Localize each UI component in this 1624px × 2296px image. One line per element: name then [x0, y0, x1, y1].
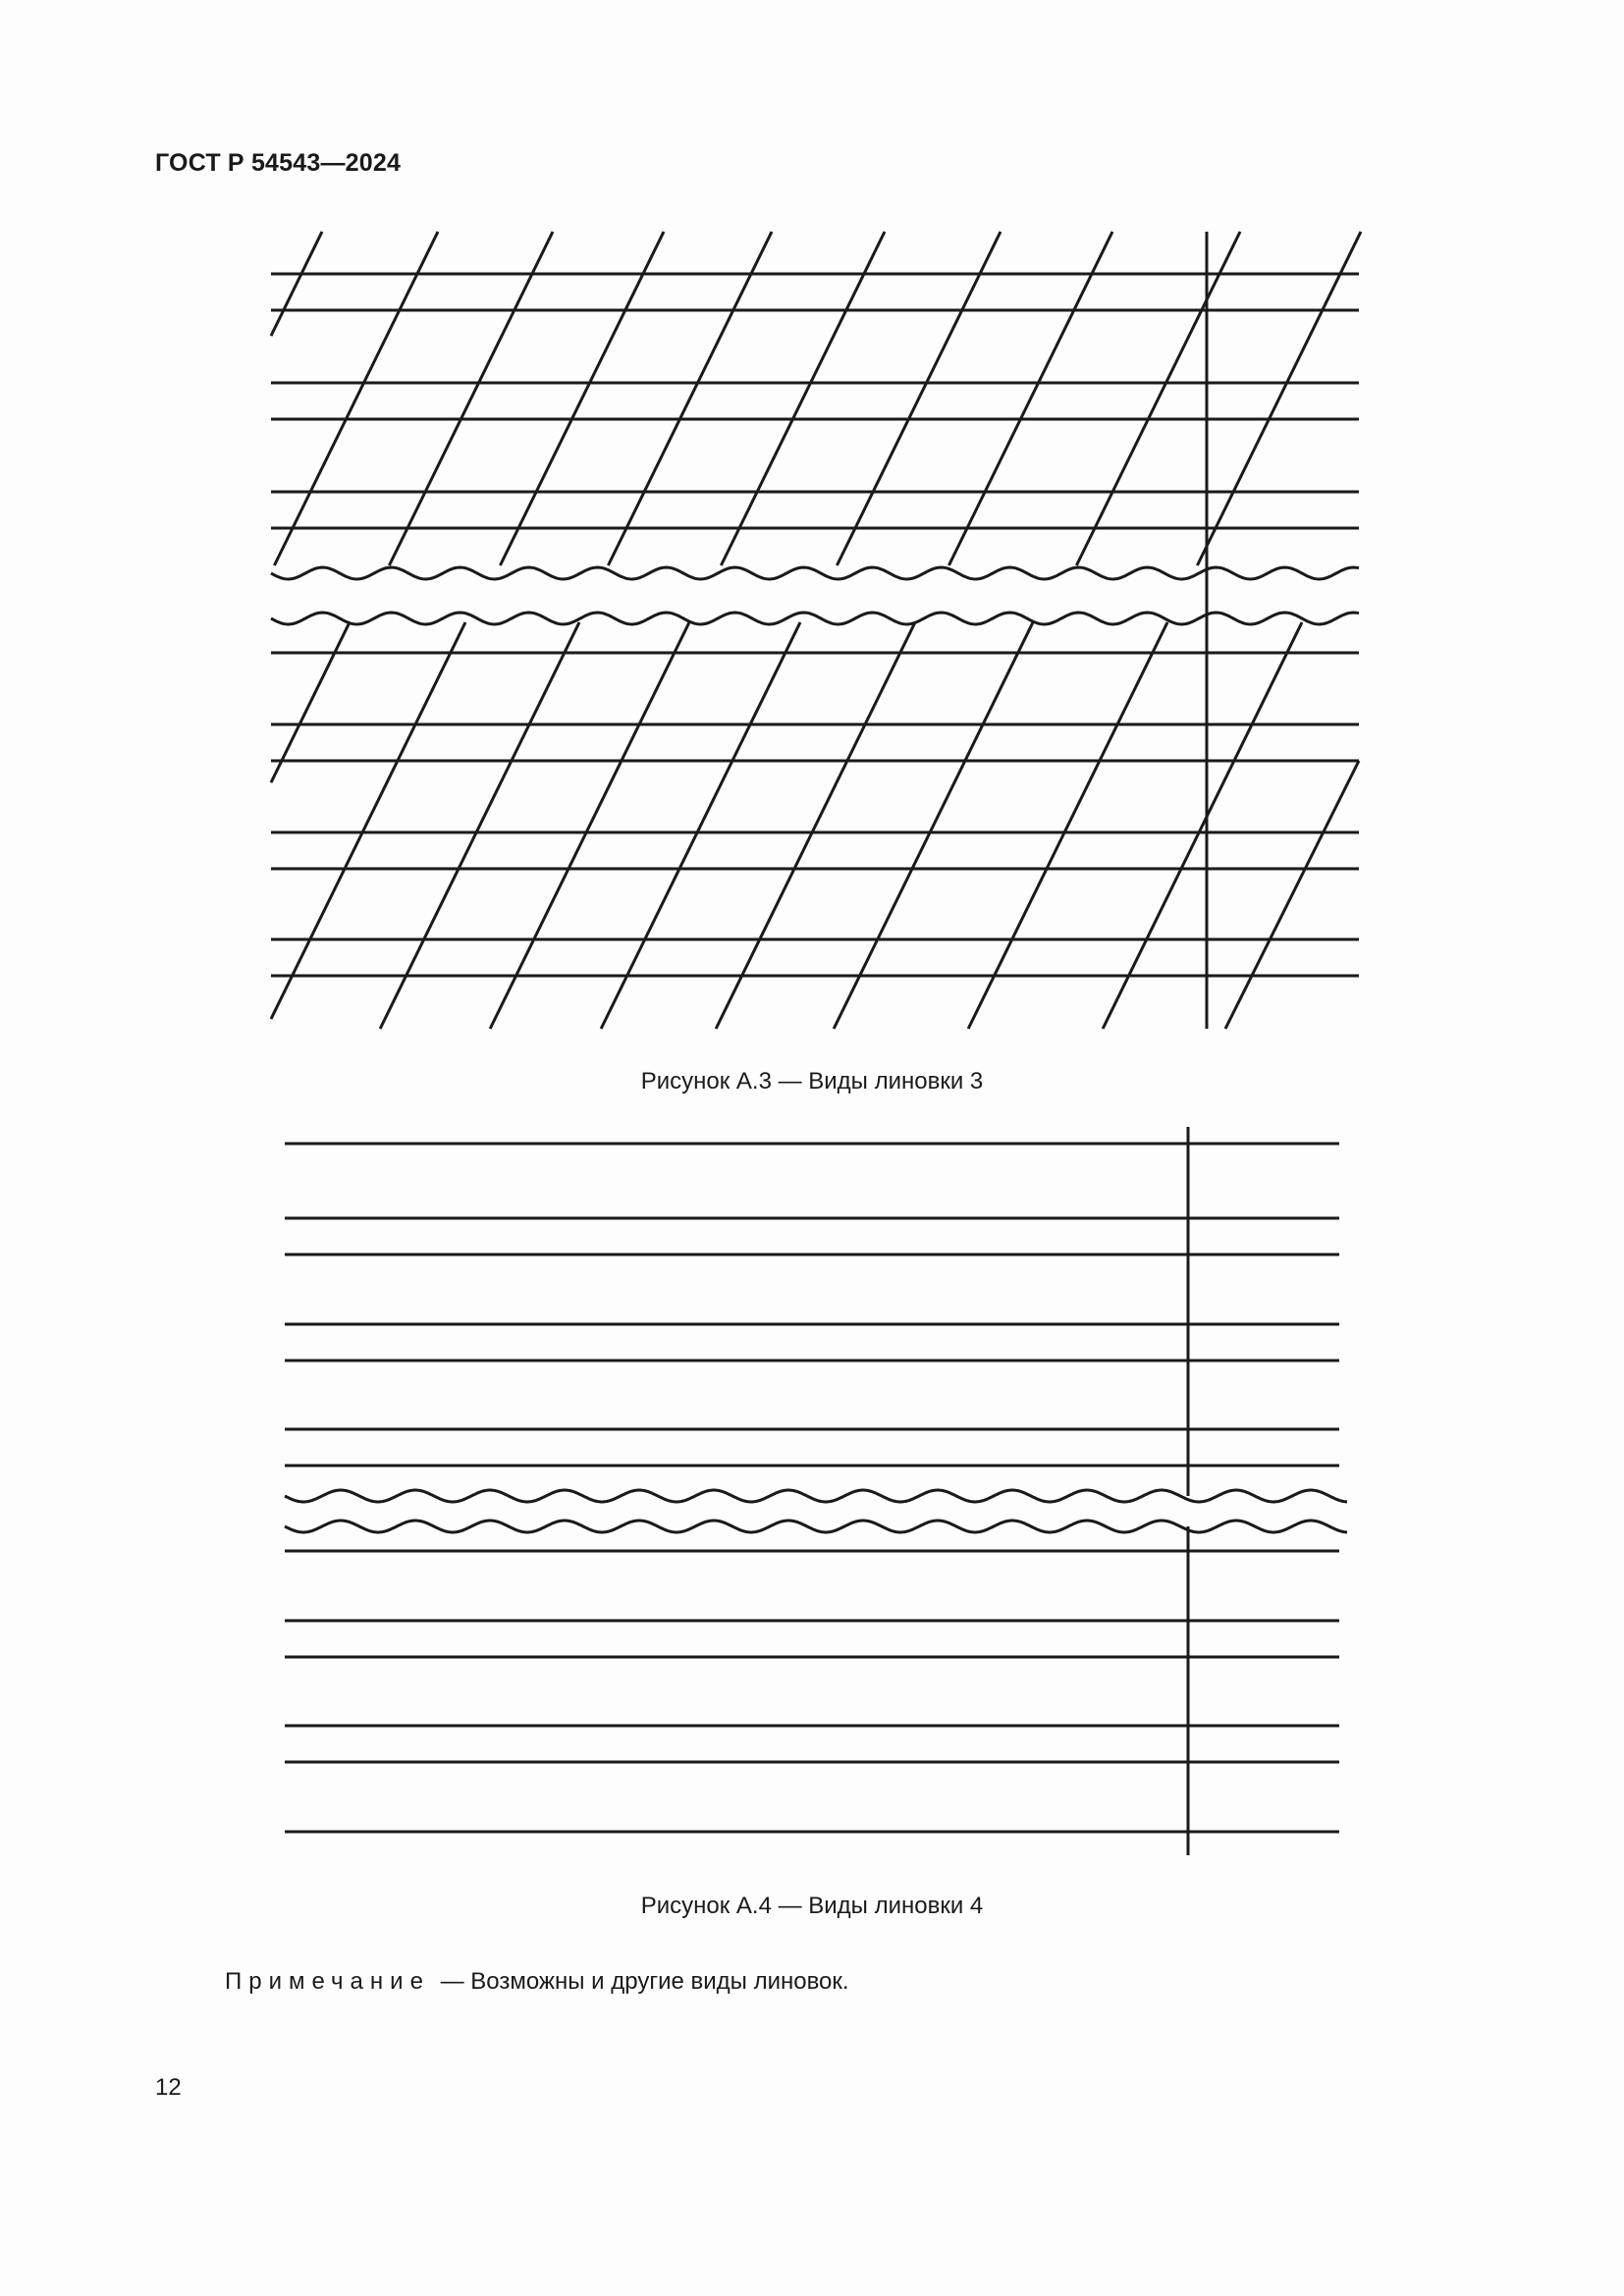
document-header: ГОСТ Р 54543—2024: [155, 149, 402, 177]
note-text: — Возможны и другие виды линовок.: [440, 1968, 849, 1995]
figure-a3-caption: Рисунок А.3 — Виды линовки 3: [640, 1068, 984, 1095]
figure-a4-caption: Рисунок А.4 — Виды линовки 4: [640, 1893, 984, 1919]
page-number: 12: [155, 2074, 182, 2101]
note: [225, 1968, 849, 1996]
note-label: Примечание: [225, 1968, 430, 1995]
